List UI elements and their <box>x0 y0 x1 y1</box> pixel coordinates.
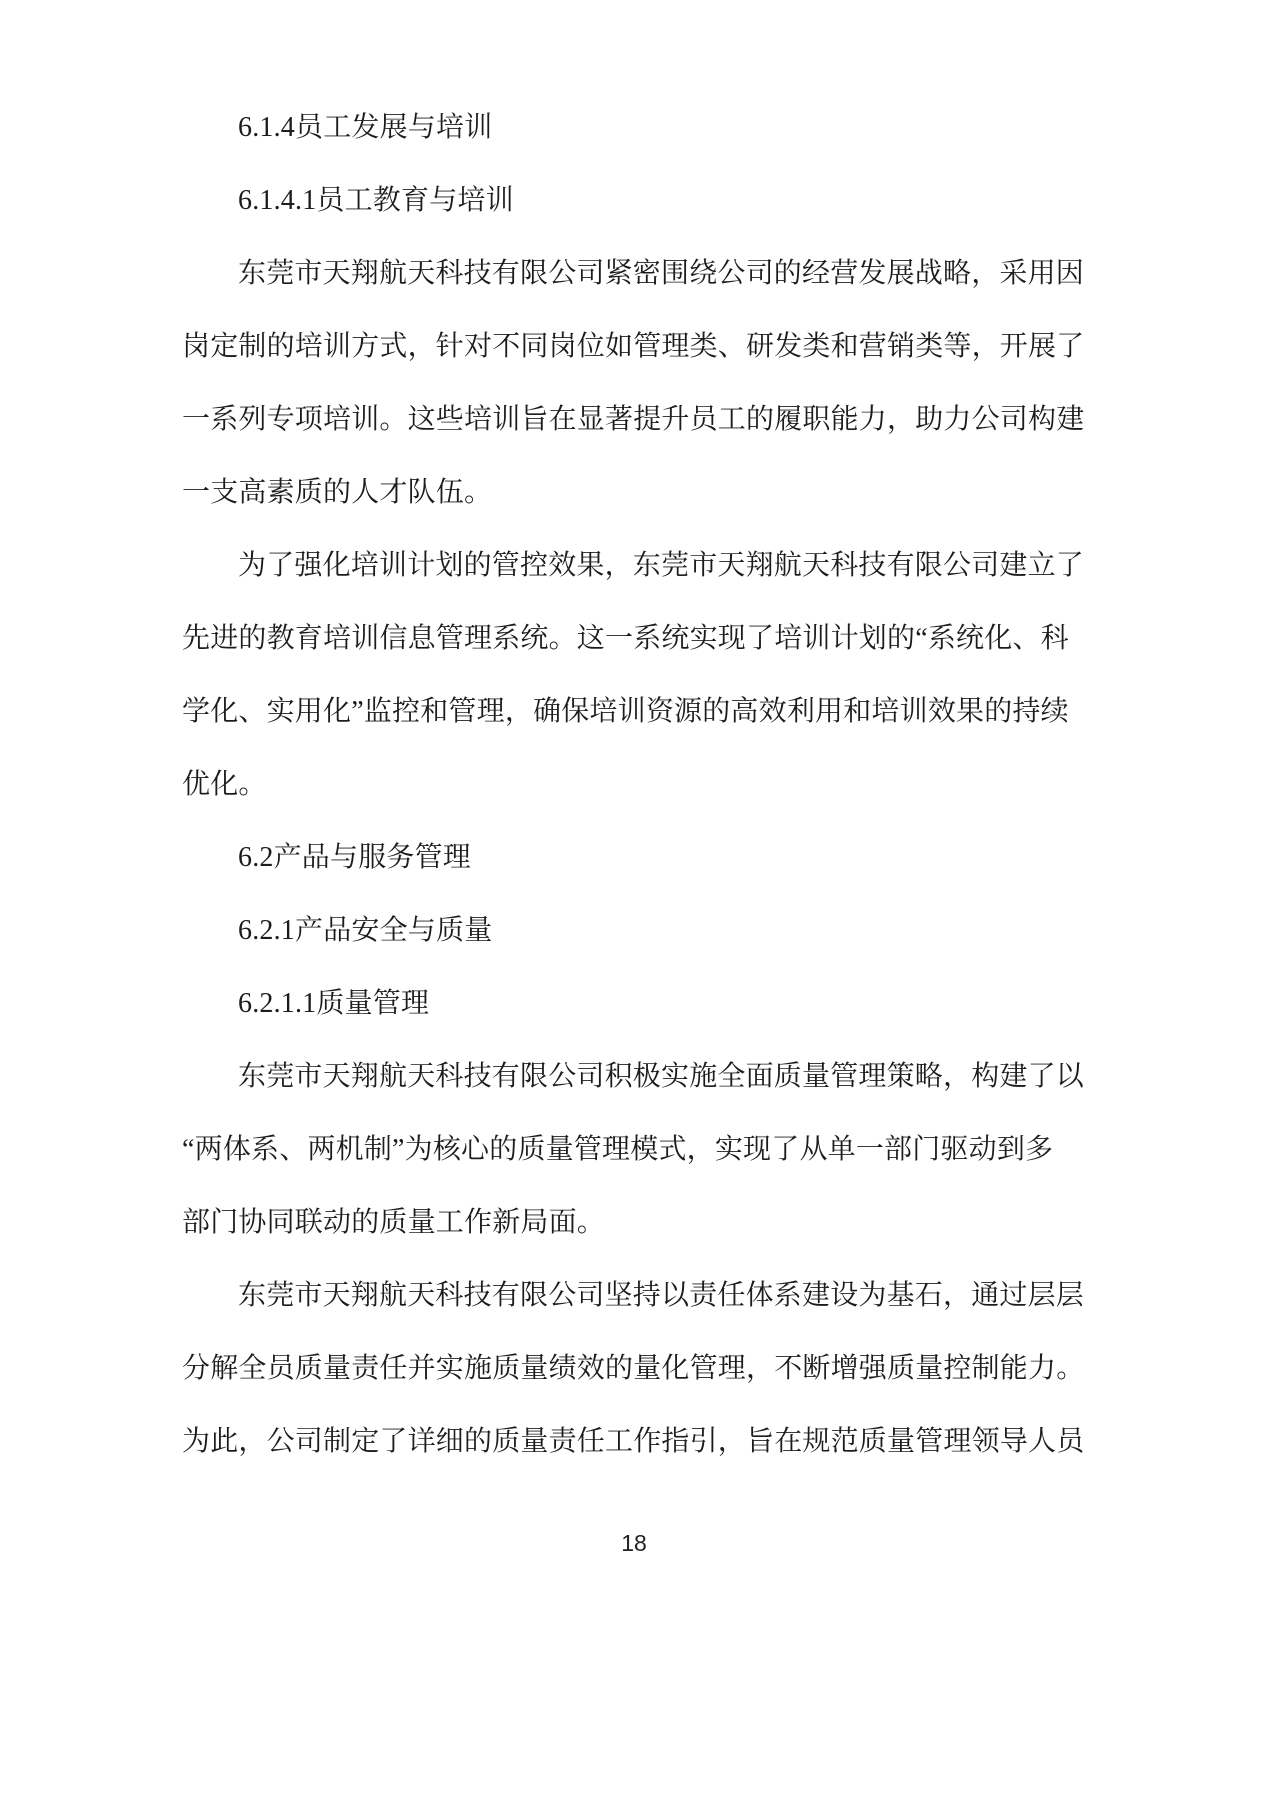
paragraph-line: 优化。 <box>182 769 267 800</box>
heading-line: 6.1.4员工发展与培训 <box>238 112 493 143</box>
paragraph-line: 东莞市天翔航天科技有限公司积极实施全面质量管理策略，构建了以 <box>238 1061 1085 1092</box>
paragraph-line: 分解全员质量责任并实施质量绩效的量化管理，不断增强质量控制能力。 <box>182 1353 1085 1384</box>
paragraph-line: 学化、实用化”监控和管理，确保培训资源的高效利用和培训效果的持续 <box>182 696 1069 727</box>
paragraph-line: 岗定制的培训方式，针对不同岗位如管理类、研发类和营销类等，开展了 <box>182 331 1085 362</box>
paragraph-line: 一支高素质的人才队伍。 <box>182 477 493 508</box>
paragraph-line: 东莞市天翔航天科技有限公司紧密围绕公司的经营发展战略，采用因 <box>238 258 1085 289</box>
paragraph-line: 东莞市天翔航天科技有限公司坚持以责任体系建设为基石，通过层层 <box>238 1280 1085 1311</box>
paragraph-line: 一系列专项培训。这些培训旨在显著提升员工的履职能力，助力公司构建 <box>182 404 1085 435</box>
paragraph-line: 先进的教育培训信息管理系统。这一系统实现了培训计划的“系统化、科 <box>182 623 1069 654</box>
heading-line: 6.2产品与服务管理 <box>238 842 472 873</box>
paragraph-line: 为了强化培训计划的管控效果，东莞市天翔航天科技有限公司建立了 <box>238 550 1085 581</box>
paragraph-line: “两体系、两机制”为核心的质量管理模式，实现了从单一部门驱动到多 <box>182 1134 1054 1165</box>
paragraph-line: 为此，公司制定了详细的质量责任工作指引，旨在规范质量管理领导人员 <box>182 1426 1085 1457</box>
heading-line: 6.2.1产品安全与质量 <box>238 915 493 946</box>
page-number: 18 <box>621 1530 647 1556</box>
heading-line: 6.2.1.1质量管理 <box>238 988 430 1019</box>
paragraph-line: 部门协同联动的质量工作新局面。 <box>182 1207 606 1238</box>
heading-line: 6.1.4.1员工教育与培训 <box>238 185 514 216</box>
document-body <box>182 91 1085 1478</box>
